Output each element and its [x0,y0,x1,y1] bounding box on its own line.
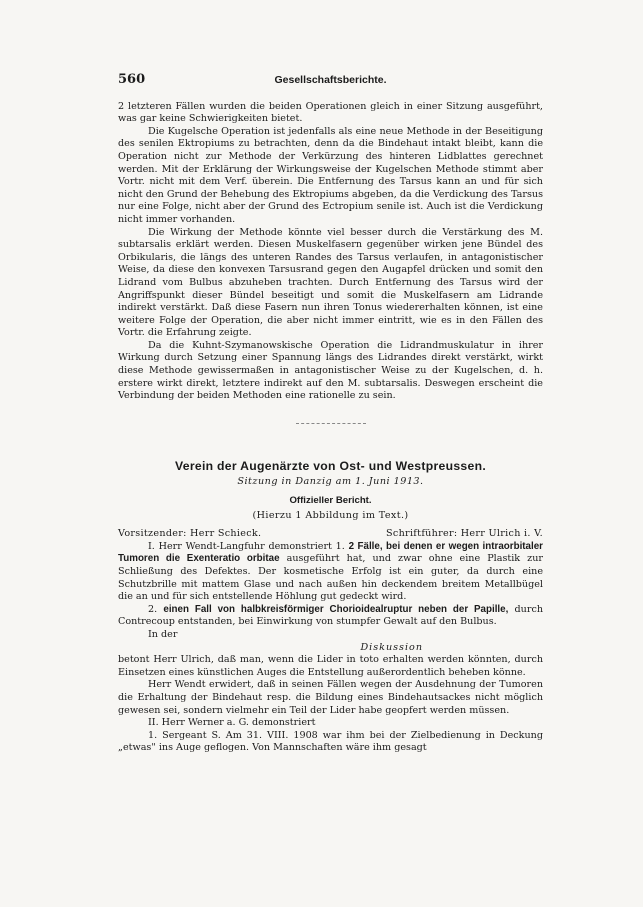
society-heading: Verein der Augenärzte von Ost- und Westpreussen. [174,458,487,473]
text-run: durch Contrecoup entstanden, bei Einwirkung von stumpfer Gewalt auf den Bulbus. [118,603,543,628]
paragraph: Da die Kuhnt-Szymanowskische Operation die Lidrandmuskulatur in ihrer Wirkung durch Setzung einer Spannung längs des Lidrandes direkt verstärkt, wirkt diese Methode gewissermaßen in antagonistischer Weise zu der Kugelschen, d. h. erstere wirkt direkt, letztere indirekt auf den M. subtarsalis. Deswegen erscheint die Verbindung der beiden Methoden eine rationelle zu sein. [118,339,543,402]
paragraph: 1. Sergeant S. Am 31. VIII. 1908 war ihm bei der Zielbedienung in Deckung „etwas" ins Auge geflogen. Von Mannschaften wäre ihm gesagt [118,729,543,754]
figure-note: (Hierzu 1 Abbildung im Text.) [252,509,409,521]
paragraph: Herr Wendt erwidert, daß in seinen Fällen wegen der Ausdehnung der Tumoren die Erhaltung der Bindehaut resp. die Bildung eines Bindehautsackes nicht möglich gewesen sei, sondern vielmehr ein Teil der Lider habe geopfert werden müssen. [118,679,543,716]
paragraph: Die Kugelsche Operation ist jedenfalls als eine neue Methode in der Beseitigung des senilen Ektropiums zu betrachten, denn da die Bindehaut intakt bleibt, kann die Operation nicht zur Methode der Verkürzung des hinteren Lidblattes gerechnet werden. Mit der Erklärung der Wirkungsweise der Kugelschen Methode stimmt aber Vortr. nicht mit dem Verf. überein. Die Entfernung des Tarsus kann an und für sich nicht den Grund der Behebung des Ektropiums abgeben, da die Verdickung des Tarsus nur eine Folge, nicht aber der Grund des Ectropium senile ist. Auch ist die Verdickung nicht immer vorhanden. [118,125,543,225]
text-run: ausgeführt hat, und zwar ohne eine Plastik zur Schließung des Defektes. Der kosmetische Erfolg ist ein guter, da durch eine Schutzbrille mit mattem Glase und nach außen hin deckendem breitem Metallbügel die an und für sich entstellende Höhlung gut gedeckt wird. [118,553,543,603]
paragraph: Die Wirkung der Methode könnte viel besser durch die Verstärkung des M. subtarsalis erklärt werden. Diesen Muskelfasern gegenüber wirken jene Bündel des Orbikularis, die längs des unteren Randes des Tarsus verlaufen, in antagonistischer Weise, da diese den konvexen Tarsusrand gegen den Augapfel drücken und somit den Lidrand vom Bulbus abzuheben trachten. Durch Entfernung des Tarsus wird der Angriffspunkt dieser Bündel beseitigt und somit die Muskelfasern am Lidrande indirekt verstärkt. Daß diese Fasern nun ihren Tonus wiedererhalten können, ist eine weitere Folge der Operation, die aber nicht immer eintritt, wie es in den Fällen des Vortr. die Erfahrung zeigte. [118,226,543,339]
paragraph [118,541,543,604]
discussion-heading: Diskussion [360,641,423,653]
session-line: Sitzung in Danzig am 1. Juni 1913. [237,476,424,488]
emphasis: einen Fall von halbkreisförmiger Chorioidealruptur neben der Papille, [163,603,509,615]
paragraph: II. Herr Werner a. G. demonstriert [148,717,316,729]
running-title: Gesellschaftsberichte. [274,74,387,86]
officers-line [118,528,543,541]
paragraph: betont Herr Ulrich, daß man, wenn die Lider in toto erhalten werden könnten, durch Einsetzen eines künstlichen Auges die Entstellung außerordentlich beheben könne. [118,654,543,678]
page-number: 560 [118,72,146,87]
report-title: Offizieller Bericht. [289,495,372,507]
chairman: Vorsitzender: Herr Schieck. [118,528,262,540]
secretary: Schriftführer: Herr Ulrich i. V. [386,528,543,540]
text-run: 2. [148,603,164,615]
emphasis: 2 Fälle, bei denen er wegen intraorbitaler Tumoren die Exenteratio orbitae [118,540,543,565]
paragraph: In der [148,628,178,640]
section-divider [296,423,366,424]
paragraph: 2 letzteren Fällen wurden die beiden Operationen gleich in einer Sitzung ausgeführt, was gar keine Schwierigkeiten bietet. [118,100,543,125]
page-header [118,74,543,87]
paragraph [118,604,543,629]
text-run: I. Herr Wendt-Langfuhr demonstriert 1. [148,540,349,552]
